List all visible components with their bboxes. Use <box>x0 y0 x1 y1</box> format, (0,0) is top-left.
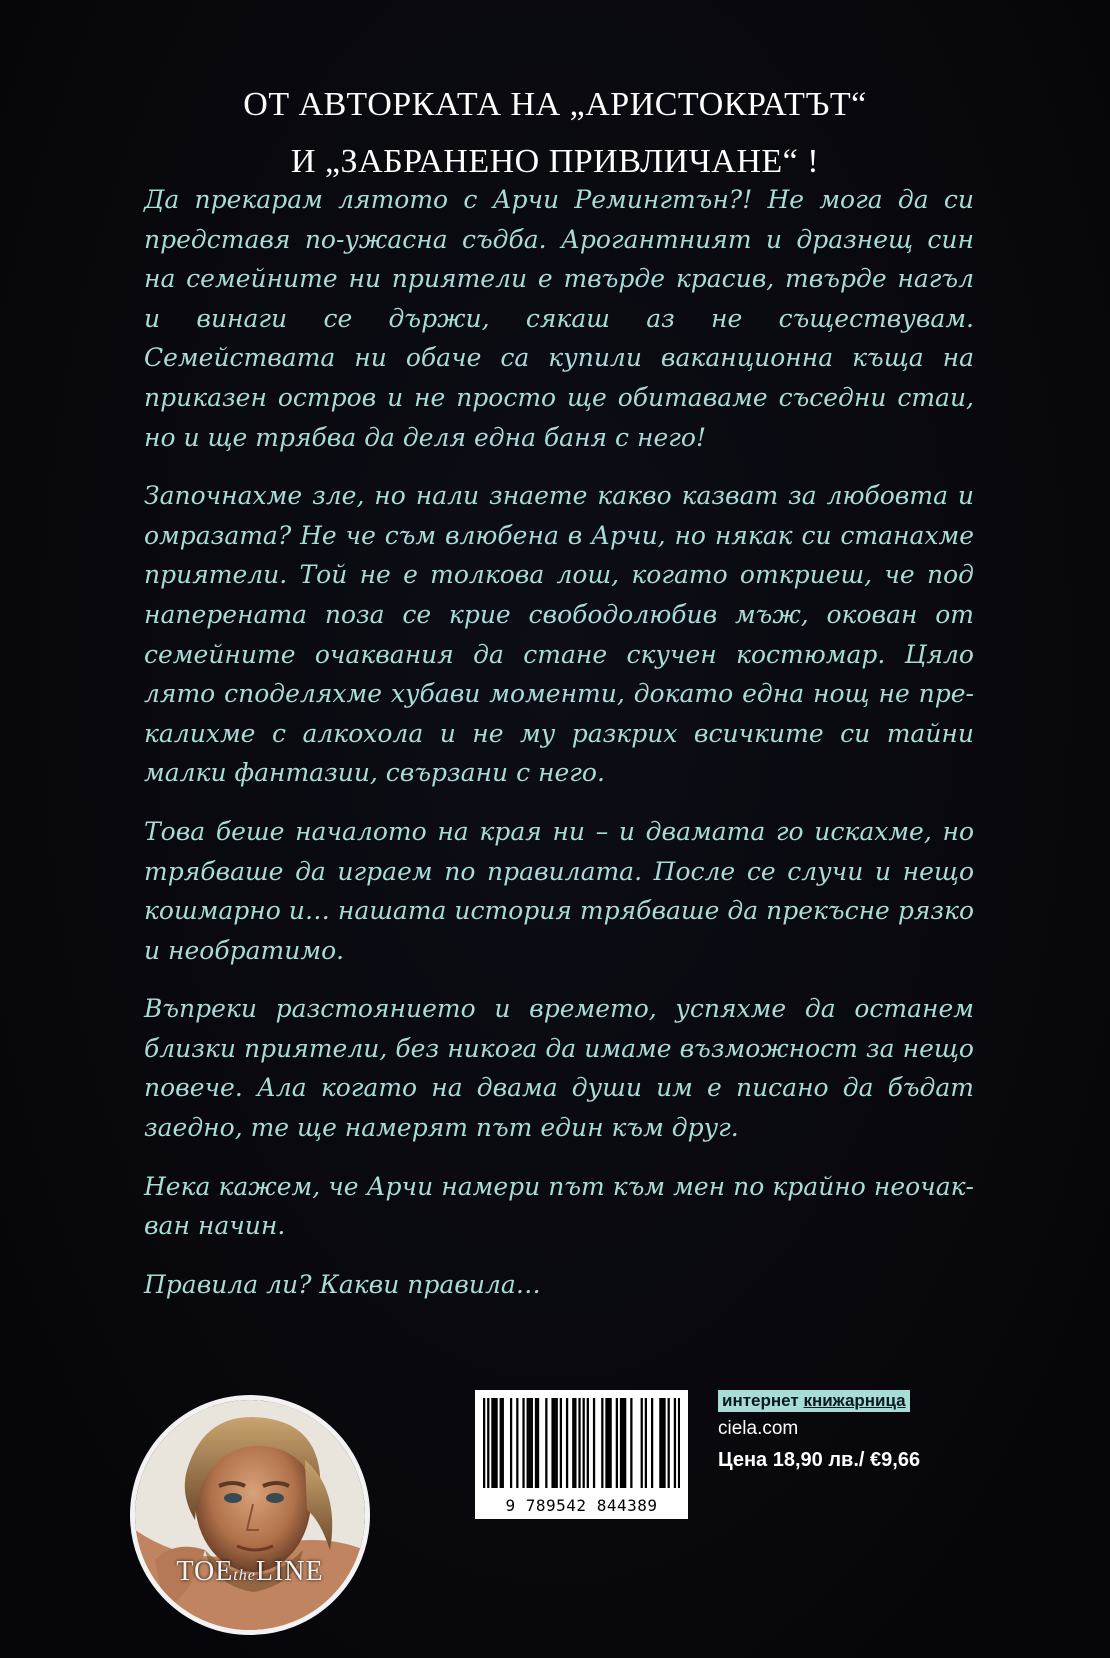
blurb-paragraph-2: Започнахме зле, но нали знаете какво казват за любовта и омразата? Не че съм влюбена в Арчи, но някак си станахме приятели. Той не е толкова лош, когато откриеш, че под наперената поза се крие свободолюбив мъж, окован от семейните очаквания да стане скучен костюмар. Цяло лято споделяхме хубави моменти, докато една нощ не пре-калихме с алкохола и не му разкрих всичките си тайни малки фантазии, свързани с него. <box>144 481 974 788</box>
tagline-line-2: И „ЗАБРАНЕНО ПРИВЛИЧАНЕ“ ! <box>290 143 820 180</box>
barcode-bar <box>645 1398 647 1488</box>
price-tag: Цена 18,90 лв./ €9,66 <box>718 1449 921 1471</box>
barcode-bar <box>531 1398 533 1488</box>
barcode-bar <box>607 1398 609 1488</box>
barcode-bar <box>609 1398 611 1488</box>
barcode-bar <box>495 1398 497 1488</box>
barcode-bar <box>630 1398 632 1488</box>
blurb-paragraph-1: Да прекарам лятото с Арчи Ремингтън?! Не мога да си представя по-ужасна съдба. Арогантният и дразнещ син на семейните ни приятели е твърде красив, твърде нагъл и винаги се държи, сякаш аз не съществувам. Семействата ни обаче са купили ваканционна къща на приказен остров и не просто ще обитаваме съседни стаи, но и ще трябва да деля една баня с него! <box>144 185 974 452</box>
barcode-bar <box>545 1398 547 1488</box>
blurb-paragraph-4: Въпреки разстоянието и времето, успяхме да останем близки приятели, без никога да имаме възможност за нещо повече. Ала когато на двама души им е писано да бъдат заедно, те ще намерят път един към друг. <box>144 994 974 1143</box>
barcode-bar <box>605 1398 607 1488</box>
barcode-bar <box>583 1398 585 1488</box>
blurb-paragraph-6: Правила ли? Какви правила… <box>144 1269 541 1299</box>
barcode-bar <box>529 1398 531 1488</box>
online-bookstore-label <box>718 1390 910 1412</box>
barcode-bar <box>516 1398 518 1488</box>
barcode-bar <box>593 1398 595 1488</box>
barcode-bar <box>551 1398 553 1488</box>
cover-portrait-badge <box>130 1395 370 1635</box>
barcode-bar <box>502 1398 504 1488</box>
barcode-bar <box>574 1398 576 1488</box>
barcode-bar <box>578 1398 580 1488</box>
barcode-bar <box>616 1398 618 1488</box>
series-title <box>135 1556 365 1588</box>
barcode-bars <box>483 1398 680 1488</box>
barcode-bar <box>500 1398 502 1488</box>
barcode-bar <box>483 1398 485 1488</box>
blurb-paragraph-5: Нека кажем, че Арчи намери път към мен по крайно неочак-ван начин. <box>144 1171 974 1241</box>
barcode-bar <box>624 1398 626 1488</box>
barcode-bar <box>659 1398 661 1488</box>
tagline-line-1: ОТ АВТОРКАТА НА „АРИСТОКРАТЪТ“ <box>243 86 867 123</box>
barcode-bar <box>678 1398 680 1488</box>
barcode-bar <box>587 1398 589 1488</box>
barcode-bar <box>620 1398 622 1488</box>
barcode-bar <box>556 1398 558 1488</box>
barcode-digits: 9 789542 844389 <box>505 1496 658 1515</box>
barcode-bar <box>527 1398 529 1488</box>
barcode-bar <box>661 1398 663 1488</box>
author-tagline <box>0 76 1110 190</box>
barcode-bar <box>566 1398 568 1488</box>
blurb-paragraph-3: Това беше началото на края ни – и двамата го искахме, но трябваше да играем по правилата. После се случи и нещо кошмарно и… нашата история трябваше да прекъсне рязко и необратимо. <box>144 816 974 965</box>
series-word-2: the <box>233 1567 256 1584</box>
barcode-bar <box>668 1398 670 1488</box>
shop-label-part-1: интернет <box>722 1391 799 1410</box>
barcode-bar <box>493 1398 495 1488</box>
isbn-barcode <box>475 1390 688 1519</box>
barcode-bar <box>522 1398 524 1488</box>
barcode-bar <box>537 1398 539 1488</box>
barcode-bar <box>487 1398 489 1488</box>
shop-website: ciela.com <box>718 1418 799 1439</box>
barcode-bar <box>572 1398 574 1488</box>
barcode-bar <box>601 1398 603 1488</box>
barcode-bar <box>535 1398 537 1488</box>
portrait-illustration <box>135 1400 365 1630</box>
book-blurb <box>144 180 974 1323</box>
barcode-bar <box>554 1398 556 1488</box>
barcode-bar <box>491 1398 493 1488</box>
barcode-bar <box>510 1398 512 1488</box>
barcode-bar <box>663 1398 665 1488</box>
series-word-1: TOE <box>176 1556 234 1587</box>
barcode-bar <box>674 1398 676 1488</box>
series-word-3: LINE <box>255 1556 324 1587</box>
barcode-bar <box>560 1398 562 1488</box>
shop-label-part-2: книжарница <box>803 1391 906 1410</box>
barcode-bar <box>622 1398 624 1488</box>
barcode-bar <box>651 1398 653 1488</box>
barcode-bar <box>641 1398 643 1488</box>
